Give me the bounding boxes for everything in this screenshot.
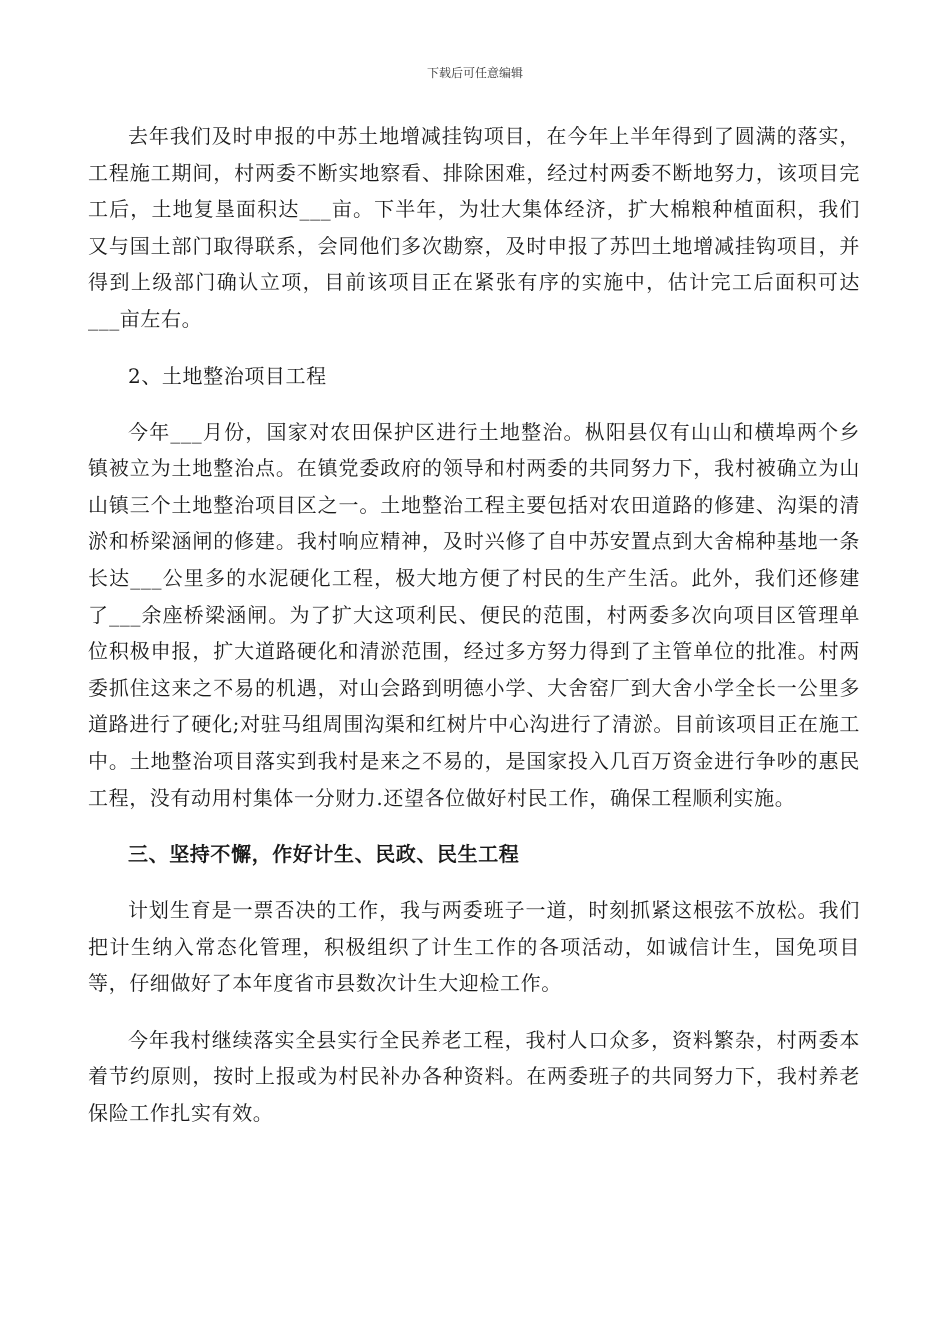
paragraph-family-planning: 计划生育是一票否决的工作，我与两委班子一道，时刻抓紧这根弦不放松。我们把计生纳入常态化管理，积极组织了计生工作的各项活动，如诚信计生，国免项目等，仔细做好了本年度省市县数次计生大迎检工作。	[88, 898, 860, 996]
paragraph-pension: 今年我村继续落实全县实行全民养老工程，我村人口众多，资料繁杂，村两委本着节约原则，按时上报或为村民补办各种资料。在两委班子的共同努力下，我村养老保险工作扎实有效。	[88, 1027, 860, 1126]
paragraph-land-consolidation: 今年___月份，国家对农田保护区进行土地整治。枞阳县仅有山山和横埠两个乡镇被立为土地整治点。在镇党委政府的领导和村两委的共同努力下，我村被确立为山山镇三个土地整治项目区之一。土地整治工程主要包括对农田道路的修建、沟渠的清淤和桥梁涵闸的修建。我村响应精神，及时兴修了自中苏安置点到大舍棉种基地一条长达___公里多的水泥硬化工程，极大地方便了村民的生产生活。此外，我们还修建了___余座桥梁涵闸。为了扩大这项利民、便民的范围，村两委多次向项目区管理单位积极申报，扩大道路硬化和清淤范围，经过多方努力得到了主管单位的批准。村两委抓住这来之不易的机遇，对山会路到明德小学、大舍窑厂到大舍小学全长一公里多道路进行了硬化;对驻马组周围沟渠和红树片中心沟进行了清淤。目前该项目正在施工中。土地整治项目落实到我村是来之不易的，是国家投入几百万资金进行争吵的惠民工程，没有动用村集体一分财力.还望各位做好村民工作，确保工程顺利实施。	[88, 419, 860, 810]
document-body	[88, 118, 860, 1152]
paragraph-land-linkage-project: 去年我们及时申报的中苏土地增减挂钩项目，在今年上半年得到了圆满的落实，工程施工期间，村两委不断实地察看、排除困难，经过村两委不断地努力，该项目完工后，土地复垦面积达___亩。下半年，为壮大集体经济，扩大棉粮种植面积，我们又与国土部门取得联系，会同他们多次勘察，及时申报了苏凹土地增减挂钩项目，并得到上级部门确认立项，目前该项目正在紧张有序的实施中，估计完工后面积可达___亩左右。	[88, 124, 860, 331]
subheading-land-consolidation: 2、土地整治项目工程	[128, 363, 327, 388]
section-heading-family-planning: 三、坚持不懈，作好计生、民政、民生工程	[128, 842, 520, 867]
page-header-note: 下载后可任意编辑	[426, 66, 523, 80]
